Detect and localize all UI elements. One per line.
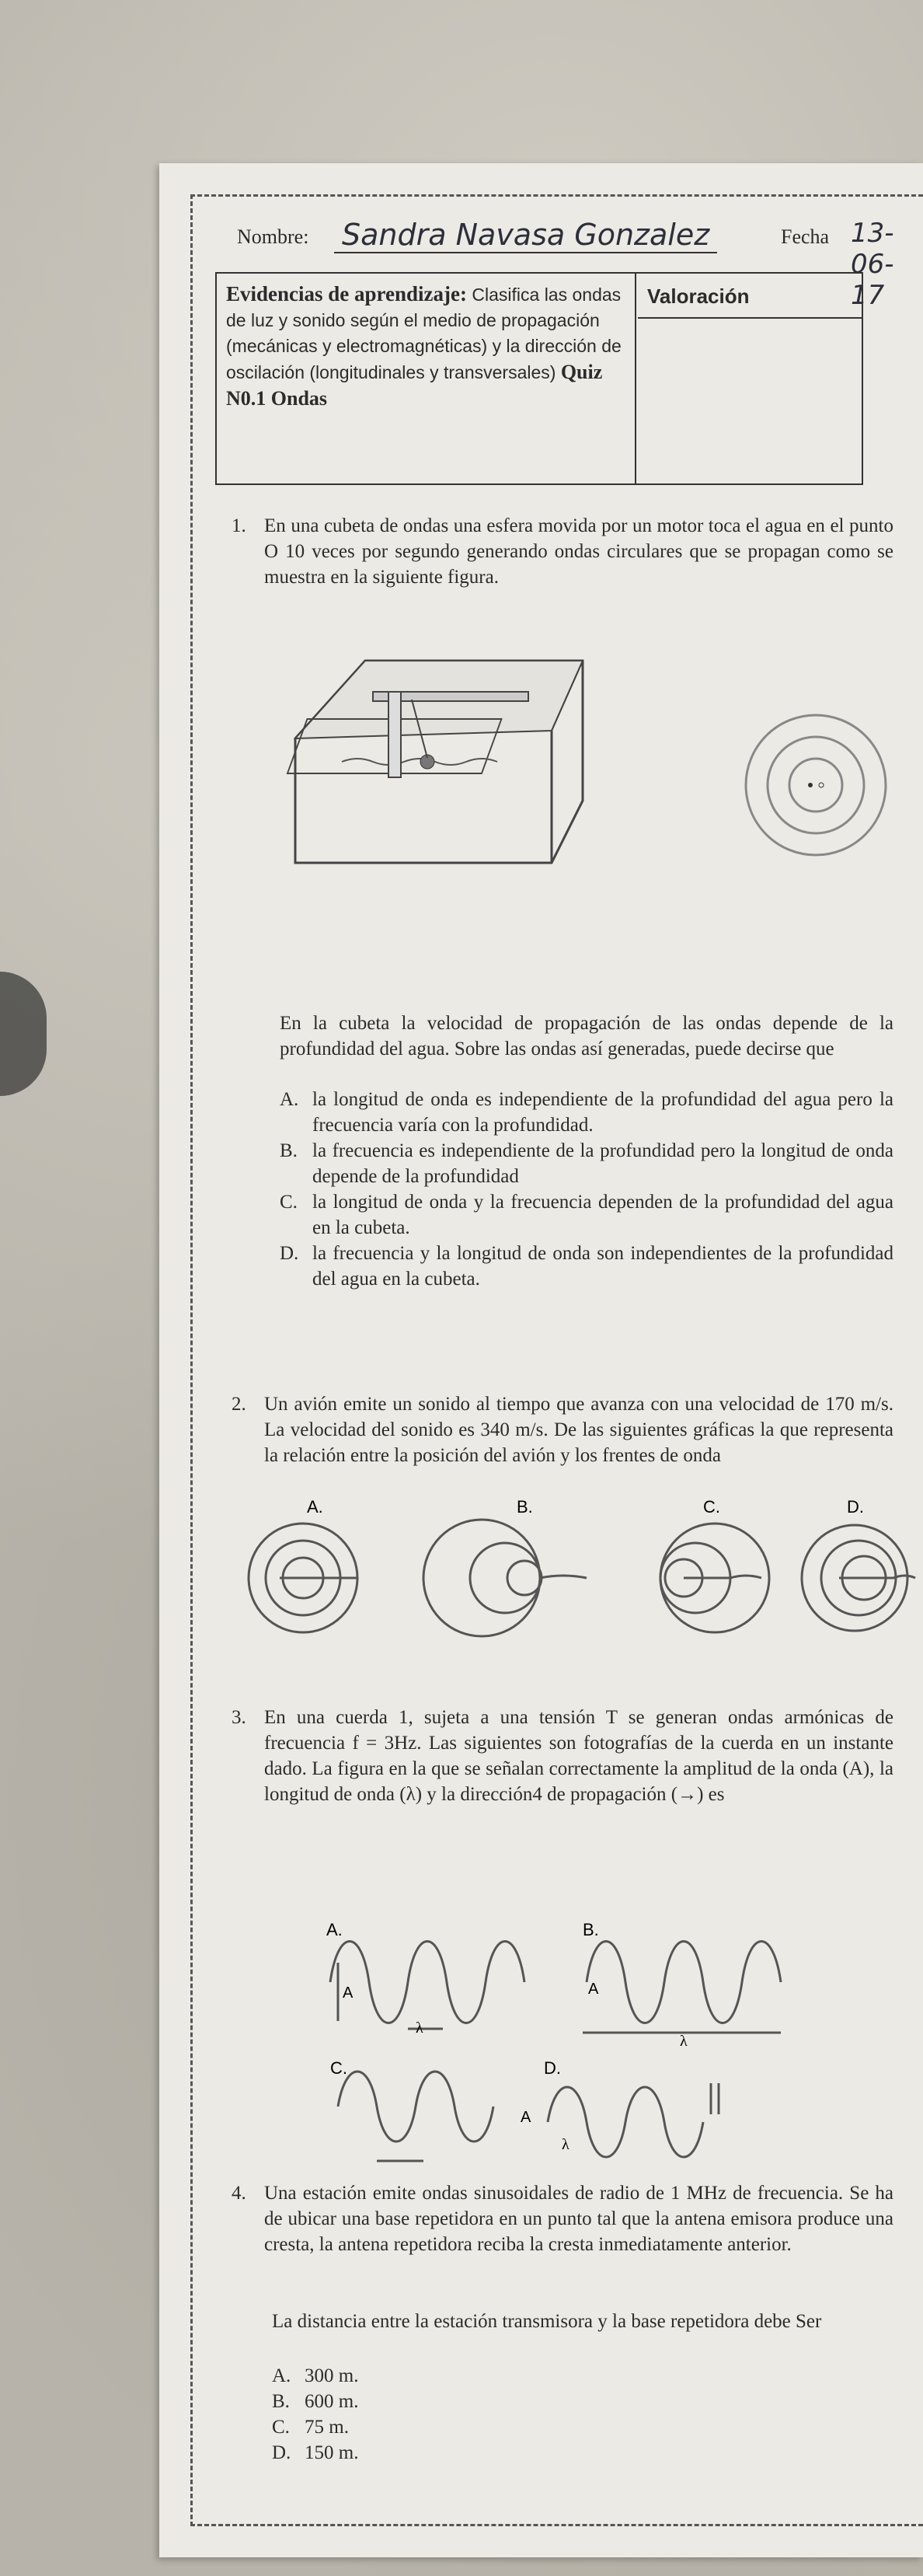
- option-c[interactable]: [272, 2414, 583, 2440]
- figure-label-c: C.: [330, 2058, 347, 2078]
- option-letter: D.: [272, 2442, 291, 2463]
- question-stem: En una cubeta de ondas una esfera movida por un motor toca el agua en el punto O 10 veces por segundo generando ondas circulares que se propagan como se muestra en la siguiente figura.: [264, 515, 893, 588]
- wave-tank-figure: [272, 645, 901, 987]
- figure-label-d: D.: [544, 2058, 561, 2078]
- option-letter: B.: [280, 1140, 298, 1161]
- string-wave-figures: [315, 1912, 827, 2176]
- figure-label-a: A.: [307, 1497, 323, 1517]
- option-letter: C.: [272, 2417, 290, 2438]
- option-a[interactable]: [272, 2363, 583, 2389]
- cut-line-top: [190, 194, 923, 197]
- figure-label-a: A.: [326, 1920, 343, 1939]
- date-label: Fecha: [781, 225, 830, 248]
- name-label: Nombre:: [237, 225, 309, 248]
- amplitude-label-d: A: [521, 2109, 531, 2126]
- option-letter: B.: [272, 2391, 290, 2412]
- question-4: [232, 2180, 893, 2257]
- evidence-heading: Evidencias de aprendizaje:: [226, 282, 467, 305]
- question-stem: En una cuerda 1, sujeta a una tensión T se generan ondas armónicas de frecuencia f = 3Hz. Las siguientes son fotografías de la cuerda en un instante dado. La figura en la que se señalan correctamente la amplitud de la onda (A), la longitud de onda (λ) y la dirección4 de propagación (→) es: [264, 1707, 893, 1805]
- question-4-options: [272, 2363, 583, 2466]
- figure-label-c: C.: [703, 1497, 720, 1517]
- figure-label-d: D.: [847, 1497, 864, 1517]
- question-1: [232, 513, 893, 590]
- option-text: la frecuencia y la longitud de onda son independientes de la profundidad del agua en la cubeta.: [312, 1243, 893, 1290]
- cut-line-left: [190, 194, 193, 2526]
- option-text: 600 m.: [305, 2391, 359, 2412]
- option-text: la longitud de onda y la frecuencia dependen de la profundidad del agua en la cubeta.: [312, 1192, 893, 1238]
- quiz-title: Quiz N0.1 Ondas: [226, 361, 603, 410]
- option-a[interactable]: [280, 1087, 893, 1138]
- date-value: 13-06-17: [851, 218, 894, 311]
- option-b[interactable]: [272, 2389, 583, 2414]
- option-d[interactable]: [272, 2440, 583, 2466]
- question-number: 1.: [232, 515, 246, 536]
- wavelength-label-b: λ: [680, 2033, 688, 2050]
- option-letter: A.: [272, 2365, 291, 2386]
- cut-line-bottom: [190, 2524, 923, 2526]
- wavelength-label-a: λ: [416, 2019, 423, 2037]
- question-3: [232, 1705, 893, 1807]
- question-number: 3.: [232, 1707, 246, 1728]
- question-stem: Una estación emite ondas sinusoidales de radio de 1 MHz de frecuencia. Se ha de ubicar una base repetidora en un punto tal que la antena emisora produce una cresta, la antena repetidora reciba la cresta inmediatamente anterior.: [264, 2183, 893, 2255]
- option-text: 75 m.: [305, 2417, 349, 2438]
- question-4-lead: La distancia entre la estación transmisora y la base repetidora debe Ser: [272, 2311, 822, 2332]
- question-number: 4.: [232, 2183, 246, 2204]
- option-text: 150 m.: [305, 2442, 359, 2463]
- option-letter: A.: [280, 1089, 299, 1110]
- amplitude-label-a: A: [343, 1984, 354, 2002]
- name-value: Sandra Navasa Gonzalez: [334, 218, 717, 253]
- question-number: 2.: [232, 1394, 246, 1415]
- option-letter: C.: [280, 1192, 298, 1213]
- question-stem: Un avión emite un sonido al tiempo que avanza con una velocidad de 170 m/s. La velocidad del sonido es 340 m/s. De las siguientes gráficas la que representa la relación entre la posición del avión y los frentes de onda: [264, 1394, 893, 1466]
- valoracion-header: Valoración: [638, 274, 862, 319]
- figure-label-b: B.: [583, 1920, 599, 1939]
- evidence-cell: [217, 274, 636, 483]
- evidence-text: Clasifica las ondas de luz y sonido según el medio de propagación (mecánicas y electromagnéticas) y la dirección de oscilación (longitudinales y transversales): [226, 284, 622, 382]
- doppler-figures: [225, 1492, 917, 1648]
- wavelength-label-d: λ: [562, 2136, 569, 2153]
- question-2: [232, 1391, 893, 1468]
- background-shadow: [0, 972, 47, 1096]
- option-text: la frecuencia es independiente de la profundidad pero la longitud de onda depende de la profundidad: [312, 1140, 893, 1187]
- option-d[interactable]: [280, 1241, 893, 1292]
- figure-label-b: B.: [517, 1497, 533, 1517]
- question-1-options: [280, 1087, 893, 1292]
- option-letter: D.: [280, 1243, 299, 1264]
- question-1-lead: En la cubeta la velocidad de propagación de las ondas depende de la profundidad del agua. Sobre las ondas así generadas, puede decirse que: [280, 1013, 893, 1059]
- option-c[interactable]: [280, 1189, 893, 1241]
- option-text: la longitud de onda es independiente de la profundidad del agua pero la frecuencia varía con la profundidad.: [312, 1089, 893, 1136]
- amplitude-label-b: A: [588, 1981, 599, 1998]
- option-b[interactable]: [280, 1138, 893, 1189]
- evidence-table: [215, 272, 863, 485]
- quiz-sheet: [159, 163, 923, 2557]
- option-text: 300 m.: [305, 2365, 359, 2386]
